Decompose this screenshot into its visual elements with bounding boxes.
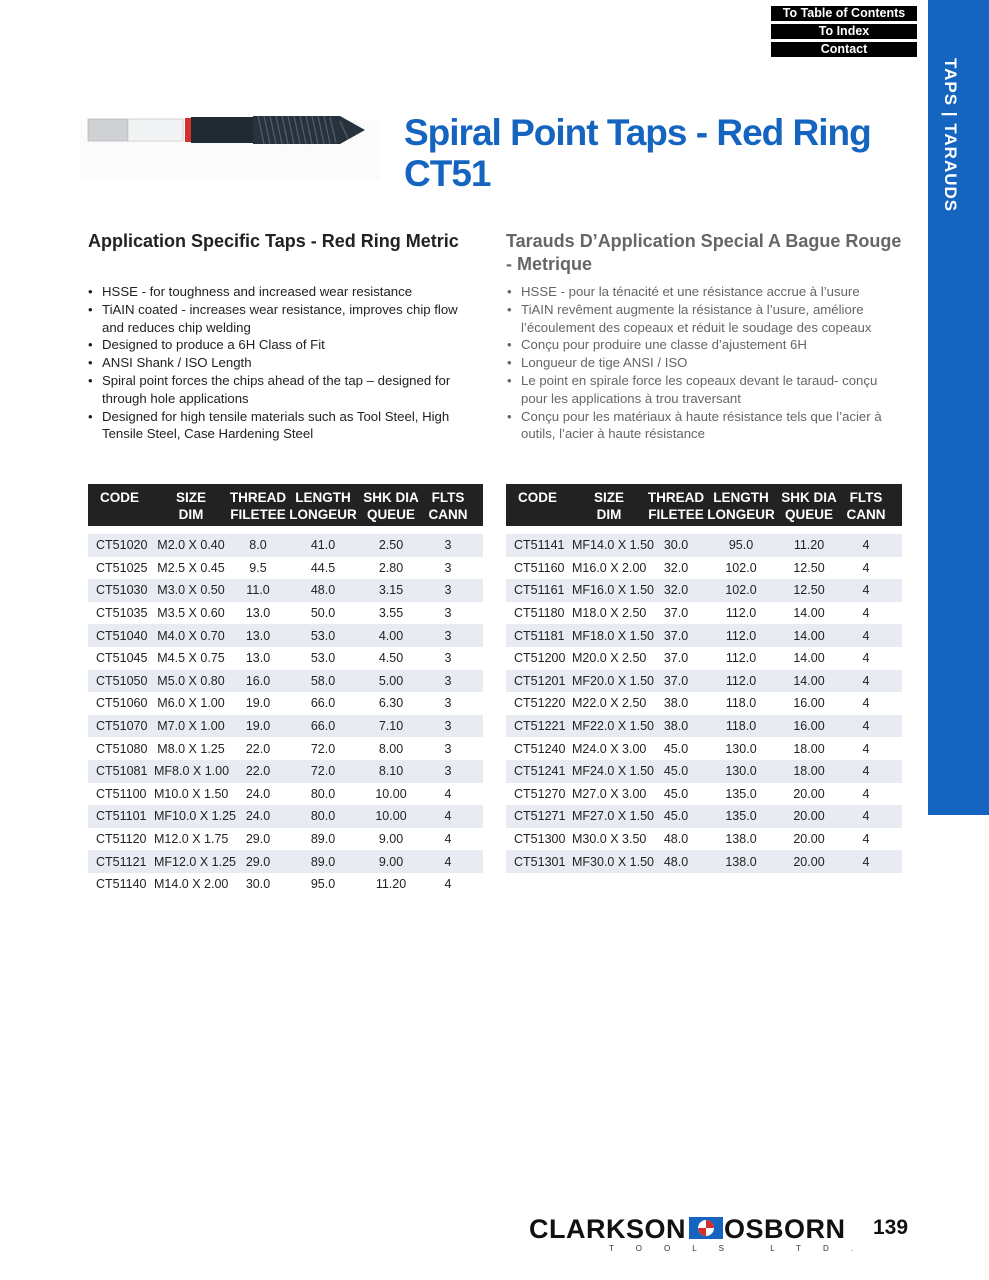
column-header-line1: FLTS (849, 490, 883, 505)
column-header (776, 484, 842, 526)
table-row (506, 624, 902, 647)
column-header (572, 484, 646, 526)
column-header-line1: FLTS (431, 490, 465, 505)
table-cell: 138.0 (725, 832, 757, 847)
table-row (506, 602, 902, 625)
table-cell: 3 (444, 606, 452, 621)
page-title (404, 112, 871, 194)
table-cell: 130.0 (725, 764, 757, 779)
table-cell: 112.0 (725, 606, 757, 621)
table-cell: 3.55 (378, 606, 404, 621)
list-item: • TiAIN coated - increases wear resistance, improves chip flow and reduces chip welding (87, 301, 475, 337)
table-cell: 9.5 (249, 560, 267, 575)
column-header-line2: QUEUE (366, 507, 415, 522)
table-cell: CT51121 (96, 854, 147, 869)
table-cell: 112.0 (725, 673, 757, 688)
table-cell: M2.0 X 0.40 (157, 538, 225, 553)
table-cell: 4 (444, 877, 452, 892)
table-cell: 9.00 (378, 854, 404, 869)
column-header-line2: LONGEUR (707, 507, 775, 522)
table-cell: CT51120 (96, 832, 147, 847)
column-header-line1: THREAD (229, 490, 287, 505)
table-cell: CT51030 (96, 583, 148, 598)
table-row (88, 579, 483, 602)
table-row (88, 760, 483, 783)
table-cell: M30.0 X 3.50 (572, 832, 647, 847)
table-cell: 4.00 (378, 628, 404, 643)
table-cell: 4 (862, 786, 870, 801)
table-cell: M10.0 X 1.50 (154, 786, 229, 801)
table-cell: 20.00 (793, 809, 825, 824)
table-cell: CT51271 (514, 809, 566, 824)
table-cell: CT51140 (96, 877, 147, 892)
table-cell: 135.0 (725, 786, 757, 801)
table-cell: 112.0 (725, 651, 757, 666)
column-header (706, 484, 776, 526)
table-cell: 45.0 (663, 764, 689, 779)
table-cell: 4 (444, 786, 452, 801)
table-cell: M8.0 X 1.25 (157, 741, 225, 756)
table-cell: MF14.0 X 1.50 (572, 538, 654, 553)
table-cell: 48.0 (310, 583, 336, 598)
table-cell: 37.0 (663, 606, 689, 621)
table-cell: 58.0 (310, 673, 336, 688)
product-table-right (506, 484, 902, 873)
table-row (88, 737, 483, 760)
list-item: • HSSE - pour la ténacité et une résistance accrue à l’usure (506, 283, 904, 301)
table-cell: 72.0 (310, 764, 336, 779)
table-cell: CT51035 (96, 606, 148, 621)
table-row (506, 670, 902, 693)
table-cell: 22.0 (245, 764, 271, 779)
table-cell: 48.0 (663, 832, 689, 847)
table-cell: 3.15 (378, 583, 404, 598)
column-header-line2: DIM (178, 507, 204, 522)
table-cell: 38.0 (663, 719, 689, 734)
table-cell: 2.50 (378, 538, 404, 553)
table-row (88, 715, 483, 738)
column-header (646, 484, 706, 526)
table-cell: 7.10 (378, 719, 404, 734)
table-cell: 13.0 (245, 651, 271, 666)
table-cell: 102.0 (725, 560, 757, 575)
table-cell: MF12.0 X 1.25 (154, 854, 236, 869)
table-of-contents-link[interactable]: To Table of Contents (771, 6, 917, 21)
table-cell: 4 (862, 809, 870, 824)
table-cell: 4 (444, 809, 452, 824)
table-cell: CT51161 (514, 583, 565, 598)
table-cell: 22.0 (245, 741, 271, 756)
table-row (506, 715, 902, 738)
table-cell: CT51180 (514, 606, 565, 621)
table-cell: 3 (444, 764, 452, 779)
table-cell: 29.0 (245, 832, 271, 847)
table-cell: 24.0 (245, 786, 271, 801)
table-cell: 4 (862, 560, 870, 575)
table-cell: 102.0 (725, 583, 757, 598)
table-cell: 4 (862, 538, 870, 553)
column-header (288, 484, 358, 526)
table-cell: 37.0 (663, 651, 689, 666)
table-cell: 14.00 (793, 606, 825, 621)
column-header-line1: SHK DIA (363, 490, 419, 505)
table-cell: 32.0 (663, 560, 689, 575)
table-cell: 5.00 (378, 673, 404, 688)
table-cell: CT51070 (96, 719, 148, 734)
column-header-line1: SIZE (175, 490, 206, 505)
table-cell: 89.0 (310, 854, 336, 869)
column-header-line1: SHK DIA (781, 490, 837, 505)
table-cell: 95.0 (310, 877, 336, 892)
column-header (358, 484, 424, 526)
table-cell: M27.0 X 3.00 (572, 786, 647, 801)
contact-link[interactable]: Contact (771, 42, 917, 57)
table-cell: CT51050 (96, 673, 148, 688)
tap-product-image (80, 95, 380, 185)
column-header-line2: QUEUE (784, 507, 833, 522)
table-cell: CT51301 (514, 854, 566, 869)
table-cell: 53.0 (310, 628, 336, 643)
table-cell: 3 (444, 583, 452, 598)
logo-word-left: CLARKSON (529, 1214, 686, 1244)
table-cell: 45.0 (663, 741, 689, 756)
logo-word-right: OSBORN (724, 1214, 846, 1244)
column-header-line1: CODE (518, 490, 558, 505)
table-cell: 3 (444, 719, 452, 734)
clarkson-osborn-logo (529, 1214, 875, 1254)
list-item: • Longueur de tige ANSI / ISO (506, 354, 904, 372)
product-table-left (88, 484, 483, 896)
table-cell: 29.0 (245, 854, 271, 869)
table-cell: MF24.0 X 1.50 (572, 764, 654, 779)
table-row (88, 850, 483, 873)
table-cell: M18.0 X 2.50 (572, 606, 647, 621)
table-row (88, 873, 483, 896)
table-cell: 50.0 (310, 606, 336, 621)
table-cell: MF30.0 X 1.50 (572, 854, 654, 869)
table-row (88, 670, 483, 693)
table-cell: MF18.0 X 1.50 (572, 628, 654, 643)
page-title-line1: Spiral Point Taps - Red Ring (404, 112, 871, 153)
list-item: • Conçu pour produire une classe d’ajustement 6H (506, 336, 904, 354)
table-cell: 4.50 (378, 651, 404, 666)
table-cell: 4 (862, 696, 870, 711)
table-cell: 130.0 (725, 741, 757, 756)
table-cell: CT51080 (96, 741, 148, 756)
table-cell: CT51201 (514, 673, 566, 688)
table-cell: 80.0 (310, 809, 336, 824)
table-cell: 44.5 (310, 560, 336, 575)
table-header (88, 484, 483, 526)
french-bullet-list (506, 283, 904, 443)
table-cell: MF27.0 X 1.50 (572, 809, 654, 824)
table-row (506, 557, 902, 580)
table-cell: CT51221 (514, 719, 566, 734)
table-cell: 20.00 (793, 786, 825, 801)
table-cell: 4 (444, 832, 452, 847)
table-row (506, 783, 902, 806)
table-cell: 118.0 (725, 719, 757, 734)
table-cell: M3.5 X 0.60 (157, 606, 225, 621)
table-cell: CT51181 (514, 628, 565, 643)
table-cell: CT51240 (514, 741, 566, 756)
table-cell: 20.00 (793, 854, 825, 869)
table-cell: 37.0 (663, 628, 689, 643)
column-header (228, 484, 288, 526)
column-header-line2: CANN (846, 507, 886, 522)
column-header-line1: CODE (100, 490, 140, 505)
french-heading: Tarauds D’Application Special A Bague Rouge - Metrique (506, 231, 902, 274)
page-title-line2: CT51 (404, 153, 491, 194)
column-header (424, 484, 472, 526)
table-cell: 9.00 (378, 832, 404, 847)
table-cell: 45.0 (663, 809, 689, 824)
column-header-line2: CANN (428, 507, 468, 522)
table-cell: M2.5 X 0.45 (157, 560, 225, 575)
table-cell: 3 (444, 651, 452, 666)
table-cell: 20.00 (793, 832, 825, 847)
table-cell: 16.00 (793, 696, 825, 711)
table-cell: 11.20 (793, 538, 825, 553)
section-side-tab (928, 0, 989, 815)
table-row (88, 602, 483, 625)
table-cell: M3.0 X 0.50 (157, 583, 225, 598)
table-cell: CT51101 (96, 809, 147, 824)
table-cell: 16.0 (245, 673, 271, 688)
table-cell: 4 (862, 764, 870, 779)
table-cell: 8.10 (378, 764, 404, 779)
table-cell: 4 (862, 583, 870, 598)
table-cell: 11.0 (246, 583, 270, 598)
table-cell: CT51100 (96, 786, 147, 801)
table-cell: 95.0 (728, 538, 754, 553)
table-row (88, 557, 483, 580)
list-item: • Designed for high tensile materials such as Tool Steel, High Tensile Steel, Case Hardening Steel (87, 408, 475, 444)
logo-emblem-icon (689, 1217, 723, 1239)
table-row (88, 647, 483, 670)
table-cell: M22.0 X 2.50 (572, 696, 647, 711)
table-cell: M4.0 X 0.70 (157, 628, 225, 643)
page-number: 139 (873, 1216, 909, 1239)
table-cell: CT51060 (96, 696, 148, 711)
table-row (506, 534, 902, 557)
column-header (842, 484, 890, 526)
table-cell: MF20.0 X 1.50 (572, 673, 654, 688)
table-cell: 4 (862, 741, 870, 756)
table-cell: CT51220 (514, 696, 566, 711)
column-header-line1: LENGTH (713, 490, 769, 505)
logo-tagline: TOOLS LTD. (609, 1244, 875, 1253)
table-cell: 30.0 (663, 538, 689, 553)
table-row (506, 850, 902, 873)
table-cell: MF22.0 X 1.50 (572, 719, 654, 734)
list-item: • TiAIN revêment augmente la résistance à l’usure, améliore l’écoulement des copeaux et réduit le soudage des copeaux (506, 301, 904, 337)
table-cell: CT51200 (514, 651, 566, 666)
table-cell: CT51081 (96, 764, 148, 779)
table-cell: 38.0 (663, 696, 689, 711)
table-row (88, 828, 483, 851)
table-cell: 3 (444, 673, 452, 688)
table-cell: 66.0 (310, 719, 336, 734)
table-cell: 10.00 (375, 809, 407, 824)
table-cell: 14.00 (793, 673, 825, 688)
table-cell: 37.0 (663, 673, 689, 688)
table-cell: 48.0 (663, 854, 689, 869)
table-cell: 18.00 (793, 741, 825, 756)
list-item: • Le point en spirale force les copeaux devant le taraud- conçu pour les applications à trou traversant (506, 372, 904, 408)
table-cell: M12.0 X 1.75 (154, 832, 229, 847)
table-cell: 72.0 (310, 741, 336, 756)
table-cell: CT51045 (96, 651, 148, 666)
table-cell: MF16.0 X 1.50 (572, 583, 654, 598)
table-cell: CT51141 (514, 538, 565, 553)
table-cell: 19.0 (245, 696, 271, 711)
table-row (506, 692, 902, 715)
table-cell: 12.50 (793, 583, 825, 598)
table-cell: 14.00 (793, 651, 825, 666)
table-cell: 4 (444, 854, 452, 869)
table-cell: 53.0 (310, 651, 336, 666)
table-cell: M7.0 X 1.00 (157, 719, 225, 734)
table-row (88, 624, 483, 647)
table-cell: 2.80 (378, 560, 404, 575)
table-cell: 3 (444, 538, 452, 553)
list-item: • Conçu pour les matériaux à haute résistance tels que l’acier à outils, l’acier à haute résistance (506, 408, 904, 444)
table-cell: 8.0 (249, 538, 267, 553)
table-row (506, 805, 902, 828)
english-heading: Application Specific Taps - Red Ring Metric (88, 231, 459, 251)
table-cell: 19.0 (245, 719, 271, 734)
column-header-line2: DIM (596, 507, 622, 522)
table-row (88, 692, 483, 715)
table-cell: CT51025 (96, 560, 148, 575)
table-cell: M24.0 X 3.00 (572, 741, 647, 756)
table-cell: M16.0 X 2.00 (572, 560, 647, 575)
column-header (88, 484, 154, 526)
table-row (506, 828, 902, 851)
table-cell: CT51241 (514, 764, 566, 779)
column-header (506, 484, 572, 526)
table-cell: 89.0 (310, 832, 336, 847)
table-cell: M4.5 X 0.75 (157, 651, 225, 666)
table-cell: 32.0 (663, 583, 689, 598)
table-cell: 4 (862, 673, 870, 688)
table-cell: M5.0 X 0.80 (157, 673, 225, 688)
table-cell: 18.00 (793, 764, 825, 779)
table-cell: 4 (862, 651, 870, 666)
table-row (506, 647, 902, 670)
list-item: • Spiral point forces the chips ahead of the tap – designed for through hole applications (87, 372, 475, 408)
table-cell: 138.0 (725, 854, 757, 869)
table-cell: 4 (862, 854, 870, 869)
table-cell: M14.0 X 2.00 (154, 877, 229, 892)
table-row (88, 534, 483, 557)
list-item: • HSSE - for toughness and increased wear resistance (87, 283, 475, 301)
table-cell: 11.20 (375, 877, 407, 892)
table-cell: CT51020 (96, 538, 148, 553)
column-header-line1: SIZE (593, 490, 624, 505)
table-cell: 3 (444, 696, 452, 711)
table-cell: 80.0 (310, 786, 336, 801)
section-side-tab-label: TAPS | TARAUDS (941, 58, 960, 213)
table-cell: M6.0 X 1.00 (157, 696, 225, 711)
table-row (506, 579, 902, 602)
column-header-line2: LONGEUR (289, 507, 357, 522)
table-cell: 13.0 (245, 606, 271, 621)
table-cell: CT51270 (514, 786, 566, 801)
table-cell: 16.00 (793, 719, 825, 734)
table-row (88, 805, 483, 828)
table-cell: 3 (444, 741, 452, 756)
list-item: • ANSI Shank / ISO Length (87, 354, 475, 372)
table-cell: CT51040 (96, 628, 148, 643)
table-cell: 4 (862, 719, 870, 734)
table-cell: 4 (862, 832, 870, 847)
table-cell: M20.0 X 2.50 (572, 651, 647, 666)
table-cell: 112.0 (725, 628, 757, 643)
index-link[interactable]: To Index (771, 24, 917, 39)
table-cell: 135.0 (725, 809, 757, 824)
table-cell: MF8.0 X 1.00 (154, 764, 230, 779)
table-cell: 8.00 (378, 741, 404, 756)
column-header-line2: FILETEE (230, 507, 286, 522)
table-cell: 66.0 (310, 696, 336, 711)
column-header-line2: FILETEE (648, 507, 704, 522)
table-cell: 13.0 (245, 628, 271, 643)
english-bullet-list (87, 283, 475, 443)
table-cell: MF10.0 X 1.25 (154, 809, 236, 824)
table-cell: 30.0 (245, 877, 271, 892)
table-cell: CT51160 (514, 560, 565, 575)
table-cell: 4 (862, 606, 870, 621)
table-cell: 6.30 (378, 696, 404, 711)
column-header (154, 484, 228, 526)
column-header-line1: LENGTH (295, 490, 351, 505)
table-row (506, 737, 902, 760)
table-row (506, 760, 902, 783)
table-header (506, 484, 902, 526)
table-cell: 10.00 (375, 786, 407, 801)
table-cell: 24.0 (245, 809, 271, 824)
table-cell: 3 (444, 560, 452, 575)
table-cell: 14.00 (793, 628, 825, 643)
list-item: • Designed to produce a 6H Class of Fit (87, 336, 475, 354)
table-cell: 12.50 (793, 560, 825, 575)
table-cell: CT51300 (514, 832, 566, 847)
table-cell: 118.0 (725, 696, 757, 711)
table-cell: 45.0 (663, 786, 689, 801)
table-cell: 4 (862, 628, 870, 643)
column-header-line1: THREAD (647, 490, 705, 505)
table-cell: 41.0 (310, 538, 336, 553)
table-cell: 3 (444, 628, 452, 643)
table-row (88, 783, 483, 806)
